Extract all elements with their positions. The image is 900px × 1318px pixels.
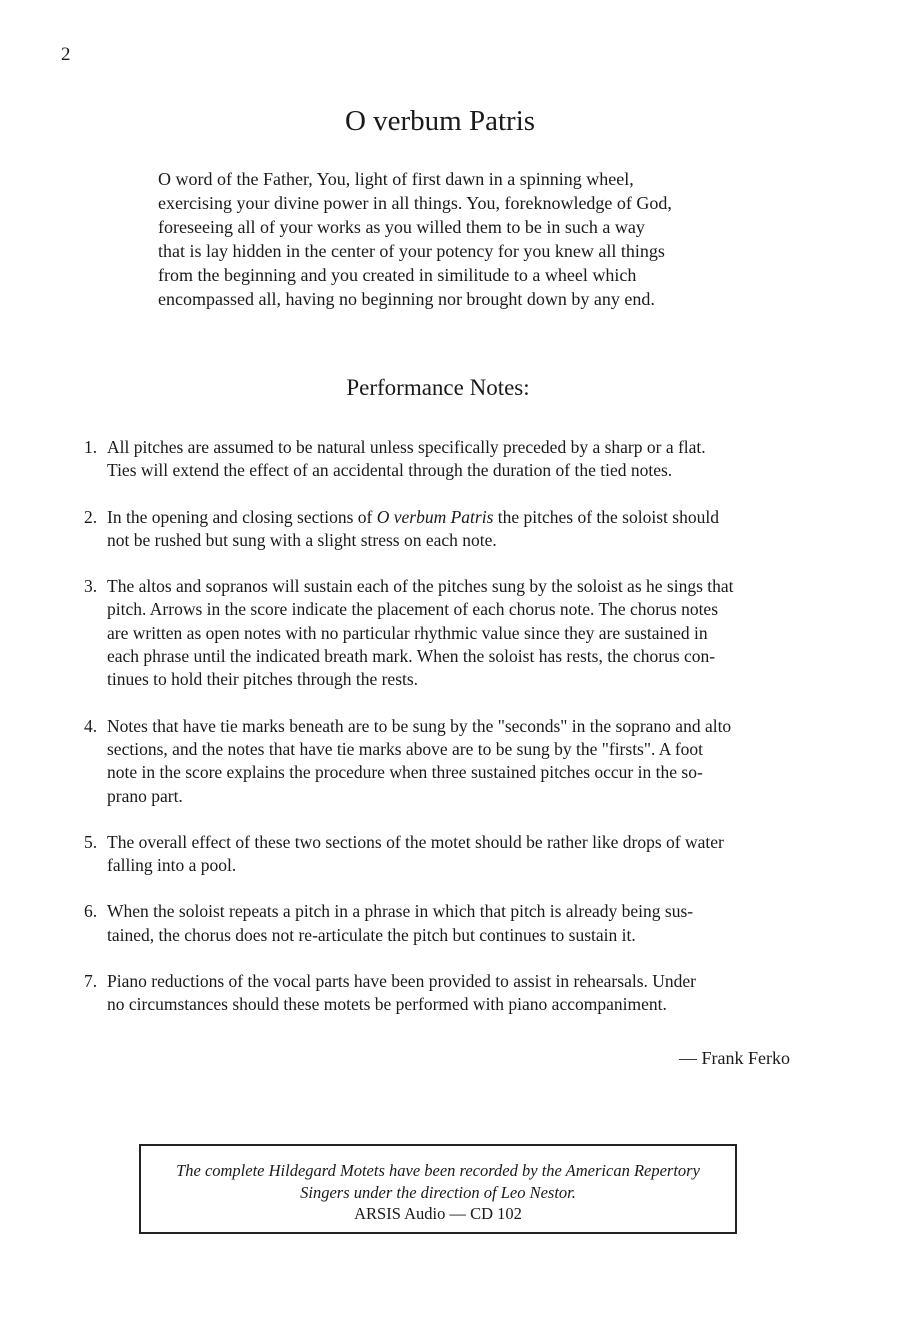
note-text [107,715,796,808]
note-number: 2. [84,506,98,527]
performance-notes-heading: Performance Notes: [346,375,530,400]
credit-catalog: ARSIS Audio — CD 102 [354,1204,522,1223]
note-line: The altos and sopranos will sustain each of the pitches sung by the soloist as he sings that [107,576,734,597]
note-number: 4. [84,715,98,736]
note-line [107,506,796,529]
credit-line: Singers under the direction of Leo Nestor. [300,1182,576,1202]
note-number: 3. [84,576,98,597]
note-text [107,575,796,691]
note-line: All pitches are assumed to be natural unless specifically preceded by a sharp or a flat. [107,437,706,457]
note-text [107,831,796,878]
note-item-3 [84,575,796,691]
translation-line: O word of the Father, You, light of first dawn in a spinning wheel, [158,169,634,189]
note-text [107,506,796,553]
note-number: 1. [84,437,98,457]
page-number: 2 [61,44,71,65]
page-title: O verbum Patris [344,105,536,137]
translation-line: that is lay hidden in the center of your potency for you knew all things [158,241,665,261]
note-item-7 [84,970,796,1017]
note-line: tained, the chorus does not re-articulate the pitch but continues to sustain it. [107,924,636,945]
note-line: are written as open notes with no particular rhythmic value since they are sustained in [107,622,708,643]
note-number: 5. [84,831,98,852]
translation-line: foreseeing all of your works as you willed them to be in such a way [158,217,645,237]
note-line: The overall effect of these two sections of the motet should be rather like drops of water [107,831,724,852]
translation-line: exercising your divine power in all things. You, foreknowledge of God, [158,193,672,213]
note-lead-text: In the opening and closing sections of [107,506,377,527]
note-item-1 [84,436,796,483]
note-line: pitch. Arrows in the score indicate the placement of each chorus note. The chorus notes [107,599,719,620]
note-line: Piano reductions of the vocal parts have been provided to assist in rehearsals. Under [107,971,696,992]
note-text [107,970,796,1017]
credit-line: The complete Hildegard Motets have been recorded by the American Repertory [176,1161,700,1180]
note-line: Ties will extend the effect of an accidental through the duration of the tied notes. [107,460,673,481]
translation-paragraph [158,167,738,311]
note-line: no circumstances should these motets be performed with piano accompaniment. [107,994,667,1015]
note-text [107,436,796,483]
note-line: Notes that have tie marks beneath are to be sung by the "seconds" in the soprano and alto [107,715,732,736]
note-line: falling into a pool. [107,855,237,876]
note-line: When the soloist repeats a pitch in a phrase in which that pitch is already being sus- [107,901,694,922]
translation-line: encompassed all, having no beginning nor brought down by any end. [158,289,655,309]
note-item-2 [84,506,796,553]
note-line: note in the score explains the procedure when three sustained pitches occur in the so- [107,762,703,783]
note-line: sections, and the notes that have tie marks above are to be sung by the "firsts". A foot [107,738,704,759]
note-item-6 [84,900,796,947]
note-line: not be rushed but sung with a slight stress on each note. [107,529,497,550]
motet-title-italic: O verbum Patris [376,506,494,527]
note-line: tinues to hold their pitches through the rests. [107,669,419,690]
translation-line: from the beginning and you created in similitude to a wheel which [158,265,637,285]
note-item-5 [84,831,796,878]
note-line: each phrase until the indicated breath mark. When the soloist has rests, the chorus con- [107,646,716,667]
note-trail-text: the pitches of the soloist should [493,506,719,527]
note-line: prano part. [107,785,183,806]
note-number: 7. [84,971,98,992]
performance-notes-list [84,436,796,1040]
note-item-4 [84,715,796,808]
recording-credit-box [139,1144,737,1234]
note-number: 6. [84,901,98,922]
author-signature: — Frank Ferko [679,1048,790,1068]
note-text [107,900,796,947]
